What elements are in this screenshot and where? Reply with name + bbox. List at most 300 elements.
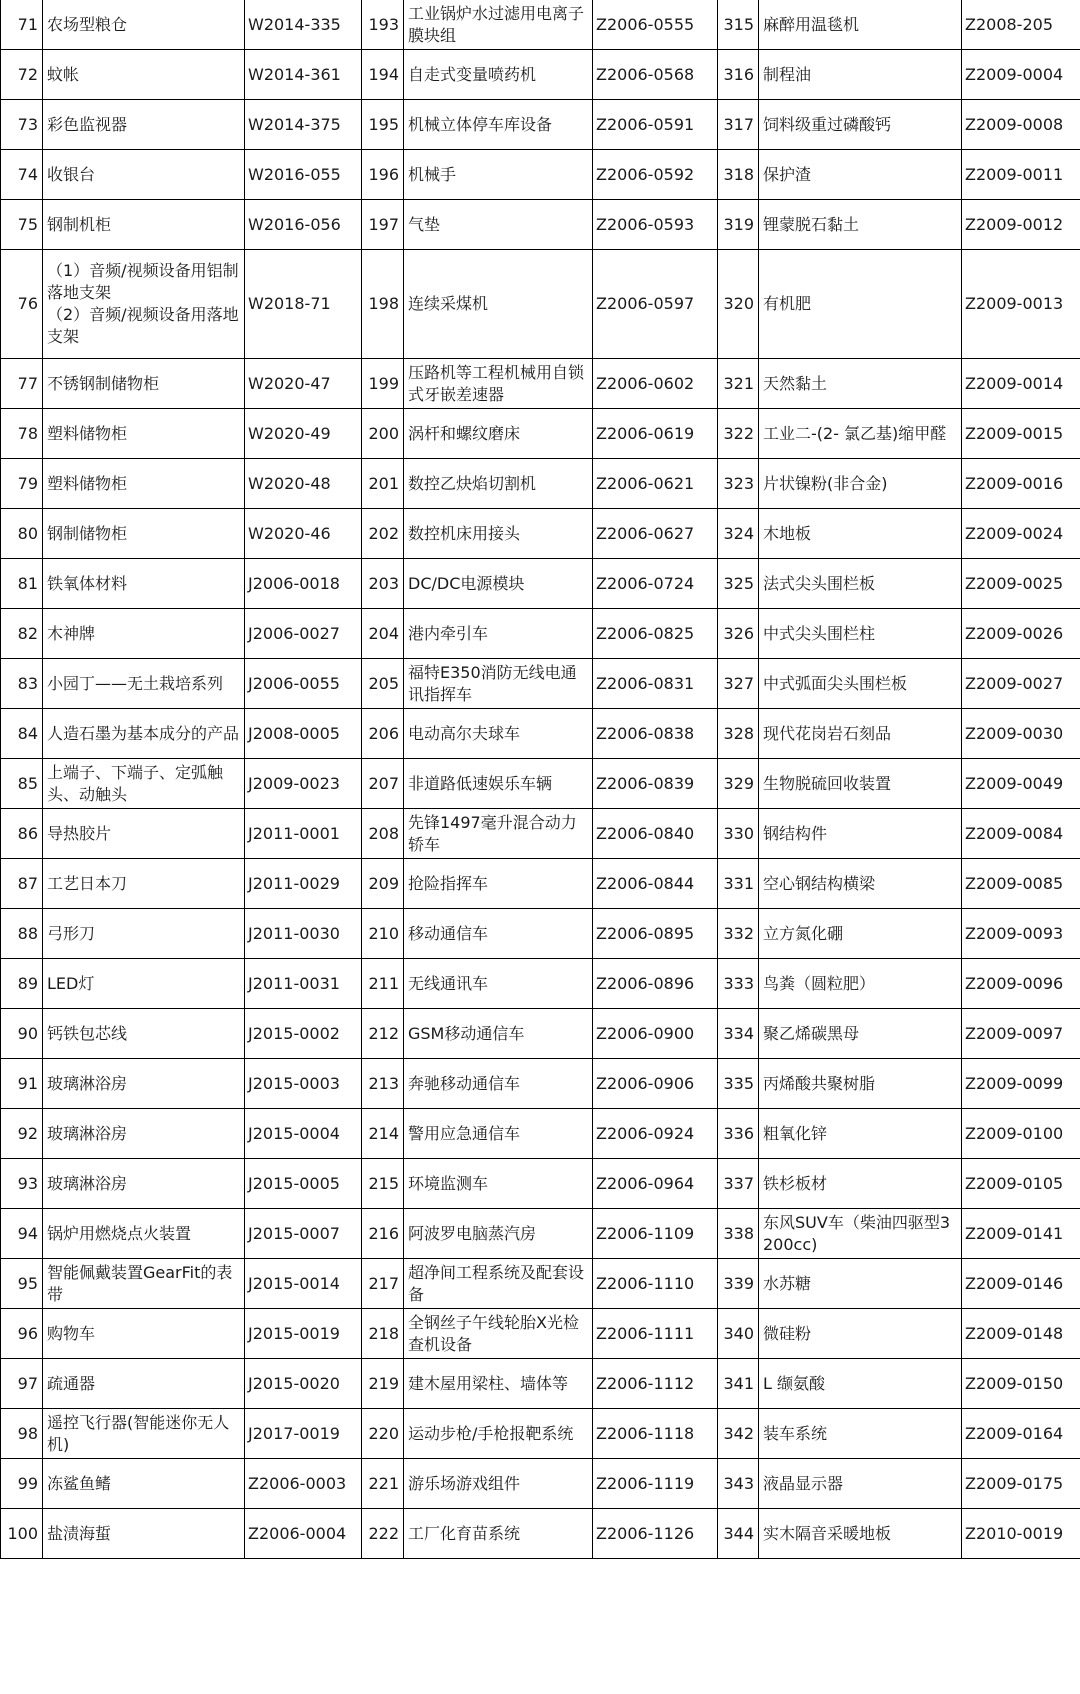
ruling-code-col1: J2011-0031 xyxy=(245,959,362,1009)
row-number-col3: 341 xyxy=(718,1359,759,1409)
table-row xyxy=(1,959,1080,1009)
ruling-code-col3: Z2009-0027 xyxy=(962,659,1080,709)
ruling-code-col2: Z2006-0724 xyxy=(593,559,718,609)
ruling-code-col1: Z2006-0003 xyxy=(245,1459,362,1509)
row-number-col3: 328 xyxy=(718,709,759,759)
row-number-col1: 84 xyxy=(1,709,43,759)
item-name-col2: GSM移动通信车 xyxy=(404,1009,593,1059)
item-name-col2: 建木屋用梁柱、墙体等 xyxy=(404,1359,593,1409)
item-name-col3: 粗氧化锌 xyxy=(759,1109,962,1159)
item-name-col1: 玻璃淋浴房 xyxy=(43,1059,245,1109)
row-number-col2: 219 xyxy=(362,1359,404,1409)
row-number-col2: 220 xyxy=(362,1409,404,1459)
ruling-code-col1: J2015-0004 xyxy=(245,1109,362,1159)
row-number-col2: 205 xyxy=(362,659,404,709)
item-name-col3: 丙烯酸共聚树脂 xyxy=(759,1059,962,1109)
table-row xyxy=(1,1459,1080,1509)
table-row xyxy=(1,1159,1080,1209)
table-row xyxy=(1,1309,1080,1359)
ruling-code-col2: Z2006-1112 xyxy=(593,1359,718,1409)
ruling-code-col3: Z2009-0096 xyxy=(962,959,1080,1009)
table-row xyxy=(1,1509,1080,1559)
item-name-col3: 空心钢结构横梁 xyxy=(759,859,962,909)
item-name-col2: 运动步枪/手枪报靶系统 xyxy=(404,1409,593,1459)
item-name-col2: 奔驰移动通信车 xyxy=(404,1059,593,1109)
ruling-code-col2: Z2006-0825 xyxy=(593,609,718,659)
table-row xyxy=(1,1409,1080,1459)
row-number-col1: 89 xyxy=(1,959,43,1009)
item-name-col3: 实木隔音采暖地板 xyxy=(759,1509,962,1559)
ruling-code-col1: W2020-48 xyxy=(245,459,362,509)
ruling-code-col3: Z2009-0025 xyxy=(962,559,1080,609)
ruling-code-col3: Z2009-0014 xyxy=(962,359,1080,409)
item-name-col1: 玻璃淋浴房 xyxy=(43,1159,245,1209)
ruling-code-col2: Z2006-0627 xyxy=(593,509,718,559)
row-number-col2: 217 xyxy=(362,1259,404,1309)
row-number-col2: 195 xyxy=(362,100,404,150)
row-number-col2: 200 xyxy=(362,409,404,459)
ruling-code-col1: W2020-49 xyxy=(245,409,362,459)
ruling-code-col2: Z2006-0844 xyxy=(593,859,718,909)
item-name-col1: 塑料储物柜 xyxy=(43,409,245,459)
item-name-col3: 片状镍粉(非合金) xyxy=(759,459,962,509)
item-name-col3: 生物脱硫回收装置 xyxy=(759,759,962,809)
ruling-code-col2: Z2006-0964 xyxy=(593,1159,718,1209)
item-name-col3: 保护渣 xyxy=(759,150,962,200)
ruling-code-col1: J2006-0055 xyxy=(245,659,362,709)
ruling-code-col2: Z2006-0592 xyxy=(593,150,718,200)
item-name-col1: LED灯 xyxy=(43,959,245,1009)
row-number-col1: 75 xyxy=(1,200,43,250)
row-number-col3: 343 xyxy=(718,1459,759,1509)
item-name-col3: 东风SUV车（柴油四驱型3200cc) xyxy=(759,1209,962,1259)
row-number-col1: 76 xyxy=(1,250,43,359)
row-number-col3: 323 xyxy=(718,459,759,509)
item-name-col1: （1）音频/视频设备用铝制落地支架 （2）音频/视频设备用落地支架 xyxy=(43,250,245,359)
ruling-code-col1: J2017-0019 xyxy=(245,1409,362,1459)
ruling-code-col3: Z2009-0004 xyxy=(962,50,1080,100)
row-number-col2: 196 xyxy=(362,150,404,200)
item-name-col2: 福特E350消防无线电通讯指挥车 xyxy=(404,659,593,709)
ruling-code-col2: Z2006-0602 xyxy=(593,359,718,409)
item-name-col2: 警用应急通信车 xyxy=(404,1109,593,1159)
row-number-col3: 334 xyxy=(718,1009,759,1059)
row-number-col3: 321 xyxy=(718,359,759,409)
ruling-code-col1: W2014-335 xyxy=(245,0,362,50)
row-number-col1: 80 xyxy=(1,509,43,559)
ruling-code-col2: Z2006-1119 xyxy=(593,1459,718,1509)
item-name-col3: 微硅粉 xyxy=(759,1309,962,1359)
row-number-col1: 86 xyxy=(1,809,43,859)
item-name-col3: 装车系统 xyxy=(759,1409,962,1459)
row-number-col2: 209 xyxy=(362,859,404,909)
item-name-col1: 彩色监视器 xyxy=(43,100,245,150)
table-row xyxy=(1,909,1080,959)
ruling-code-col1: J2015-0020 xyxy=(245,1359,362,1409)
ruling-code-col1: W2020-47 xyxy=(245,359,362,409)
row-number-col3: 339 xyxy=(718,1259,759,1309)
item-name-col2: DC/DC电源模块 xyxy=(404,559,593,609)
row-number-col3: 338 xyxy=(718,1209,759,1259)
item-name-col2: 游乐场游戏组件 xyxy=(404,1459,593,1509)
ruling-code-col2: Z2006-1109 xyxy=(593,1209,718,1259)
row-number-col1: 88 xyxy=(1,909,43,959)
ruling-code-col2: Z2006-1111 xyxy=(593,1309,718,1359)
row-number-col1: 96 xyxy=(1,1309,43,1359)
item-name-col1: 人造石墨为基本成分的产品 xyxy=(43,709,245,759)
row-number-col3: 335 xyxy=(718,1059,759,1109)
item-name-col2: 涡杆和螺纹磨床 xyxy=(404,409,593,459)
ruling-code-col1: J2011-0029 xyxy=(245,859,362,909)
row-number-col2: 203 xyxy=(362,559,404,609)
ruling-code-col1: J2015-0002 xyxy=(245,1009,362,1059)
row-number-col3: 331 xyxy=(718,859,759,909)
row-number-col1: 90 xyxy=(1,1009,43,1059)
row-number-col3: 318 xyxy=(718,150,759,200)
row-number-col3: 333 xyxy=(718,959,759,1009)
item-name-col1: 木神牌 xyxy=(43,609,245,659)
row-number-col2: 211 xyxy=(362,959,404,1009)
row-number-col1: 98 xyxy=(1,1409,43,1459)
item-name-col3: 聚乙烯碳黑母 xyxy=(759,1009,962,1059)
ruling-code-col3: Z2009-0030 xyxy=(962,709,1080,759)
row-number-col1: 72 xyxy=(1,50,43,100)
item-name-col1: 遥控飞行器(智能迷你无人机) xyxy=(43,1409,245,1459)
ruling-code-col3: Z2009-0012 xyxy=(962,200,1080,250)
item-name-col2: 无线通讯车 xyxy=(404,959,593,1009)
ruling-code-col1: J2006-0018 xyxy=(245,559,362,609)
row-number-col2: 212 xyxy=(362,1009,404,1059)
row-number-col2: 207 xyxy=(362,759,404,809)
ruling-code-col3: Z2009-0175 xyxy=(962,1459,1080,1509)
item-name-col2: 环境监测车 xyxy=(404,1159,593,1209)
row-number-col2: 218 xyxy=(362,1309,404,1359)
row-number-col3: 336 xyxy=(718,1109,759,1159)
row-number-col3: 342 xyxy=(718,1409,759,1459)
ruling-code-col2: Z2006-0593 xyxy=(593,200,718,250)
row-number-col2: 199 xyxy=(362,359,404,409)
item-name-col3: 水苏糖 xyxy=(759,1259,962,1309)
ruling-code-col3: Z2009-0097 xyxy=(962,1009,1080,1059)
table-row xyxy=(1,1209,1080,1259)
row-number-col2: 210 xyxy=(362,909,404,959)
item-name-col1: 小园丁——无土栽培系列 xyxy=(43,659,245,709)
item-name-col1: 弓形刀 xyxy=(43,909,245,959)
row-number-col2: 194 xyxy=(362,50,404,100)
ruling-code-col1: J2011-0001 xyxy=(245,809,362,859)
table-row xyxy=(1,0,1080,50)
table-row xyxy=(1,1359,1080,1409)
ruling-code-col3: Z2009-0084 xyxy=(962,809,1080,859)
row-number-col3: 332 xyxy=(718,909,759,959)
table-row xyxy=(1,200,1080,250)
row-number-col2: 222 xyxy=(362,1509,404,1559)
ruling-code-col3: Z2009-0026 xyxy=(962,609,1080,659)
table-row xyxy=(1,1109,1080,1159)
item-name-col3: 有机肥 xyxy=(759,250,962,359)
row-number-col3: 327 xyxy=(718,659,759,709)
row-number-col3: 320 xyxy=(718,250,759,359)
item-name-col3: 铁杉板材 xyxy=(759,1159,962,1209)
ruling-code-col2: Z2006-0896 xyxy=(593,959,718,1009)
row-number-col3: 329 xyxy=(718,759,759,809)
ruling-code-col1: J2015-0007 xyxy=(245,1209,362,1259)
item-name-col3: 中式尖头围栏柱 xyxy=(759,609,962,659)
item-name-col2: 压路机等工程机械用自锁式牙嵌差速器 xyxy=(404,359,593,409)
row-number-col1: 93 xyxy=(1,1159,43,1209)
item-name-col3: 木地板 xyxy=(759,509,962,559)
ruling-code-col3: Z2008-205 xyxy=(962,0,1080,50)
ruling-code-col3: Z2009-0013 xyxy=(962,250,1080,359)
item-name-col2: 数控机床用接头 xyxy=(404,509,593,559)
item-name-col1: 锅炉用燃烧点火装置 xyxy=(43,1209,245,1259)
item-name-col2: 机械立体停车库设备 xyxy=(404,100,593,150)
ruling-code-col2: Z2006-1110 xyxy=(593,1259,718,1309)
row-number-col1: 79 xyxy=(1,459,43,509)
item-name-col3: 制程油 xyxy=(759,50,962,100)
item-name-col2: 全钢丝子午线轮胎X光检查机设备 xyxy=(404,1309,593,1359)
ruling-code-col1: J2015-0019 xyxy=(245,1309,362,1359)
table-row xyxy=(1,809,1080,859)
table-row xyxy=(1,250,1080,359)
ruling-code-col2: Z2006-0900 xyxy=(593,1009,718,1059)
item-name-col3: 立方氮化硼 xyxy=(759,909,962,959)
ruling-code-col2: Z2006-1126 xyxy=(593,1509,718,1559)
ruling-code-col3: Z2009-0148 xyxy=(962,1309,1080,1359)
row-number-col3: 315 xyxy=(718,0,759,50)
item-name-col3: 现代花岗岩石刻品 xyxy=(759,709,962,759)
table-body xyxy=(1,0,1080,1559)
row-number-col1: 83 xyxy=(1,659,43,709)
row-number-col1: 92 xyxy=(1,1109,43,1159)
item-name-col2: 先锋1497毫升混合动力轿车 xyxy=(404,809,593,859)
item-name-col1: 玻璃淋浴房 xyxy=(43,1109,245,1159)
row-number-col1: 77 xyxy=(1,359,43,409)
item-name-col3: 锂蒙脱石黏土 xyxy=(759,200,962,250)
item-name-col2: 移动通信车 xyxy=(404,909,593,959)
item-name-col3: 工业二-(2- 氯乙基)缩甲醛 xyxy=(759,409,962,459)
ruling-code-col3: Z2010-0019 xyxy=(962,1509,1080,1559)
item-name-col2: 自走式变量喷药机 xyxy=(404,50,593,100)
item-name-col2: 工厂化育苗系统 xyxy=(404,1509,593,1559)
row-number-col1: 95 xyxy=(1,1259,43,1309)
row-number-col2: 208 xyxy=(362,809,404,859)
table-row xyxy=(1,759,1080,809)
item-name-col3: 鸟粪（圆粒肥） xyxy=(759,959,962,1009)
row-number-col1: 87 xyxy=(1,859,43,909)
ruling-code-col3: Z2009-0093 xyxy=(962,909,1080,959)
row-number-col3: 326 xyxy=(718,609,759,659)
ruling-code-col1: W2016-055 xyxy=(245,150,362,200)
ruling-code-col2: Z2006-0597 xyxy=(593,250,718,359)
ruling-code-col2: Z2006-0568 xyxy=(593,50,718,100)
row-number-col3: 316 xyxy=(718,50,759,100)
table-row xyxy=(1,100,1080,150)
item-name-col2: 电动高尔夫球车 xyxy=(404,709,593,759)
item-name-col2: 连续采煤机 xyxy=(404,250,593,359)
ruling-code-col3: Z2009-0150 xyxy=(962,1359,1080,1409)
ruling-code-col3: Z2009-0015 xyxy=(962,409,1080,459)
table-row xyxy=(1,709,1080,759)
row-number-col1: 74 xyxy=(1,150,43,200)
item-name-col3: L 缬氨酸 xyxy=(759,1359,962,1409)
table-row xyxy=(1,409,1080,459)
row-number-col3: 325 xyxy=(718,559,759,609)
row-number-col1: 73 xyxy=(1,100,43,150)
row-number-col3: 322 xyxy=(718,409,759,459)
table-row xyxy=(1,859,1080,909)
item-name-col3: 钢结构件 xyxy=(759,809,962,859)
ruling-code-col2: Z2006-0895 xyxy=(593,909,718,959)
item-name-col3: 中式弧面尖头围栏板 xyxy=(759,659,962,709)
row-number-col2: 193 xyxy=(362,0,404,50)
item-name-col1: 智能佩戴装置GearFit的表带 xyxy=(43,1259,245,1309)
ruling-code-col3: Z2009-0016 xyxy=(962,459,1080,509)
item-name-col3: 法式尖头围栏板 xyxy=(759,559,962,609)
item-name-col2: 超净间工程系统及配套设备 xyxy=(404,1259,593,1309)
table-row xyxy=(1,609,1080,659)
table-row xyxy=(1,509,1080,559)
row-number-col1: 71 xyxy=(1,0,43,50)
table-row xyxy=(1,1259,1080,1309)
table-row xyxy=(1,459,1080,509)
item-name-col1: 盐渍海蜇 xyxy=(43,1509,245,1559)
item-name-col1: 农场型粮仓 xyxy=(43,0,245,50)
ruling-code-col3: Z2009-0085 xyxy=(962,859,1080,909)
item-name-col1: 疏通器 xyxy=(43,1359,245,1409)
ruling-code-col2: Z2006-0555 xyxy=(593,0,718,50)
ruling-code-col2: Z2006-0924 xyxy=(593,1109,718,1159)
row-number-col2: 216 xyxy=(362,1209,404,1259)
item-name-col3: 天然黏土 xyxy=(759,359,962,409)
row-number-col2: 201 xyxy=(362,459,404,509)
row-number-col2: 206 xyxy=(362,709,404,759)
row-number-col3: 337 xyxy=(718,1159,759,1209)
ruling-code-col1: J2008-0005 xyxy=(245,709,362,759)
row-number-col1: 99 xyxy=(1,1459,43,1509)
item-name-col2: 工业锅炉水过滤用电离子膜块组 xyxy=(404,0,593,50)
ruling-code-col2: Z2006-0906 xyxy=(593,1059,718,1109)
table-row xyxy=(1,150,1080,200)
item-name-col1: 钢制机柜 xyxy=(43,200,245,250)
ruling-code-col3: Z2009-0141 xyxy=(962,1209,1080,1259)
ruling-code-col2: Z2006-0840 xyxy=(593,809,718,859)
table-row xyxy=(1,50,1080,100)
ruling-code-col3: Z2009-0024 xyxy=(962,509,1080,559)
item-name-col2: 阿波罗电脑蒸汽房 xyxy=(404,1209,593,1259)
row-number-col3: 344 xyxy=(718,1509,759,1559)
ruling-code-col2: Z2006-1118 xyxy=(593,1409,718,1459)
row-number-col3: 317 xyxy=(718,100,759,150)
row-number-col3: 319 xyxy=(718,200,759,250)
ruling-code-col2: Z2006-0591 xyxy=(593,100,718,150)
item-name-col1: 铁氧体材料 xyxy=(43,559,245,609)
item-name-col1: 钢制储物柜 xyxy=(43,509,245,559)
item-name-col1: 钙铁包芯线 xyxy=(43,1009,245,1059)
ruling-code-col1: Z2006-0004 xyxy=(245,1509,362,1559)
item-name-col2: 数控乙炔焰切割机 xyxy=(404,459,593,509)
ruling-code-col1: J2011-0030 xyxy=(245,909,362,959)
item-name-col2: 机械手 xyxy=(404,150,593,200)
item-name-col3: 饲料级重过磷酸钙 xyxy=(759,100,962,150)
row-number-col2: 198 xyxy=(362,250,404,359)
row-number-col1: 81 xyxy=(1,559,43,609)
ruling-code-col1: J2015-0003 xyxy=(245,1059,362,1109)
table-row xyxy=(1,1009,1080,1059)
row-number-col1: 97 xyxy=(1,1359,43,1409)
ruling-code-col3: Z2009-0008 xyxy=(962,100,1080,150)
row-number-col2: 202 xyxy=(362,509,404,559)
ruling-code-col3: Z2009-0105 xyxy=(962,1159,1080,1209)
row-number-col2: 215 xyxy=(362,1159,404,1209)
item-name-col3: 麻醉用温毯机 xyxy=(759,0,962,50)
ruling-code-col1: W2020-46 xyxy=(245,509,362,559)
ruling-code-col1: J2015-0005 xyxy=(245,1159,362,1209)
ruling-code-col1: J2009-0023 xyxy=(245,759,362,809)
item-name-col1: 上端子、下端子、定弧触头、动触头 xyxy=(43,759,245,809)
item-name-col2: 港内牵引车 xyxy=(404,609,593,659)
ruling-code-col3: Z2009-0146 xyxy=(962,1259,1080,1309)
ruling-code-col3: Z2009-0099 xyxy=(962,1059,1080,1109)
table-row xyxy=(1,1059,1080,1109)
item-name-col1: 购物车 xyxy=(43,1309,245,1359)
ruling-code-col3: Z2009-0049 xyxy=(962,759,1080,809)
item-name-col2: 抢险指挥车 xyxy=(404,859,593,909)
row-number-col2: 213 xyxy=(362,1059,404,1109)
item-name-col2: 气垫 xyxy=(404,200,593,250)
ruling-code-col1: W2014-361 xyxy=(245,50,362,100)
row-number-col1: 82 xyxy=(1,609,43,659)
item-name-col1: 导热胶片 xyxy=(43,809,245,859)
item-name-col1: 收银台 xyxy=(43,150,245,200)
row-number-col3: 330 xyxy=(718,809,759,859)
row-number-col1: 78 xyxy=(1,409,43,459)
table-row xyxy=(1,359,1080,409)
ruling-code-col2: Z2006-0838 xyxy=(593,709,718,759)
item-name-col3: 液晶显示器 xyxy=(759,1459,962,1509)
ruling-code-col2: Z2006-0621 xyxy=(593,459,718,509)
row-number-col1: 85 xyxy=(1,759,43,809)
row-number-col2: 214 xyxy=(362,1109,404,1159)
item-name-col1: 工艺日本刀 xyxy=(43,859,245,909)
row-number-col2: 221 xyxy=(362,1459,404,1509)
ruling-code-col1: W2014-375 xyxy=(245,100,362,150)
item-name-col1: 塑料储物柜 xyxy=(43,459,245,509)
row-number-col2: 197 xyxy=(362,200,404,250)
ruling-code-col1: W2016-056 xyxy=(245,200,362,250)
ruling-code-col3: Z2009-0164 xyxy=(962,1409,1080,1459)
ruling-code-col1: J2006-0027 xyxy=(245,609,362,659)
item-name-col2: 非道路低速娱乐车辆 xyxy=(404,759,593,809)
ruling-code-col3: Z2009-0100 xyxy=(962,1109,1080,1159)
row-number-col1: 94 xyxy=(1,1209,43,1259)
table-row xyxy=(1,659,1080,709)
ruling-code-col1: J2015-0014 xyxy=(245,1259,362,1309)
ruling-code-col2: Z2006-0831 xyxy=(593,659,718,709)
row-number-col1: 100 xyxy=(1,1509,43,1559)
row-number-col3: 340 xyxy=(718,1309,759,1359)
ruling-code-col2: Z2006-0839 xyxy=(593,759,718,809)
row-number-col1: 91 xyxy=(1,1059,43,1109)
row-number-col2: 204 xyxy=(362,609,404,659)
ruling-code-col2: Z2006-0619 xyxy=(593,409,718,459)
row-number-col3: 324 xyxy=(718,509,759,559)
item-name-col1: 冻鲨鱼鳍 xyxy=(43,1459,245,1509)
ruling-code-col1: W2018-71 xyxy=(245,250,362,359)
item-name-col1: 蚊帐 xyxy=(43,50,245,100)
table-row xyxy=(1,559,1080,609)
ruling-code-col3: Z2009-0011 xyxy=(962,150,1080,200)
